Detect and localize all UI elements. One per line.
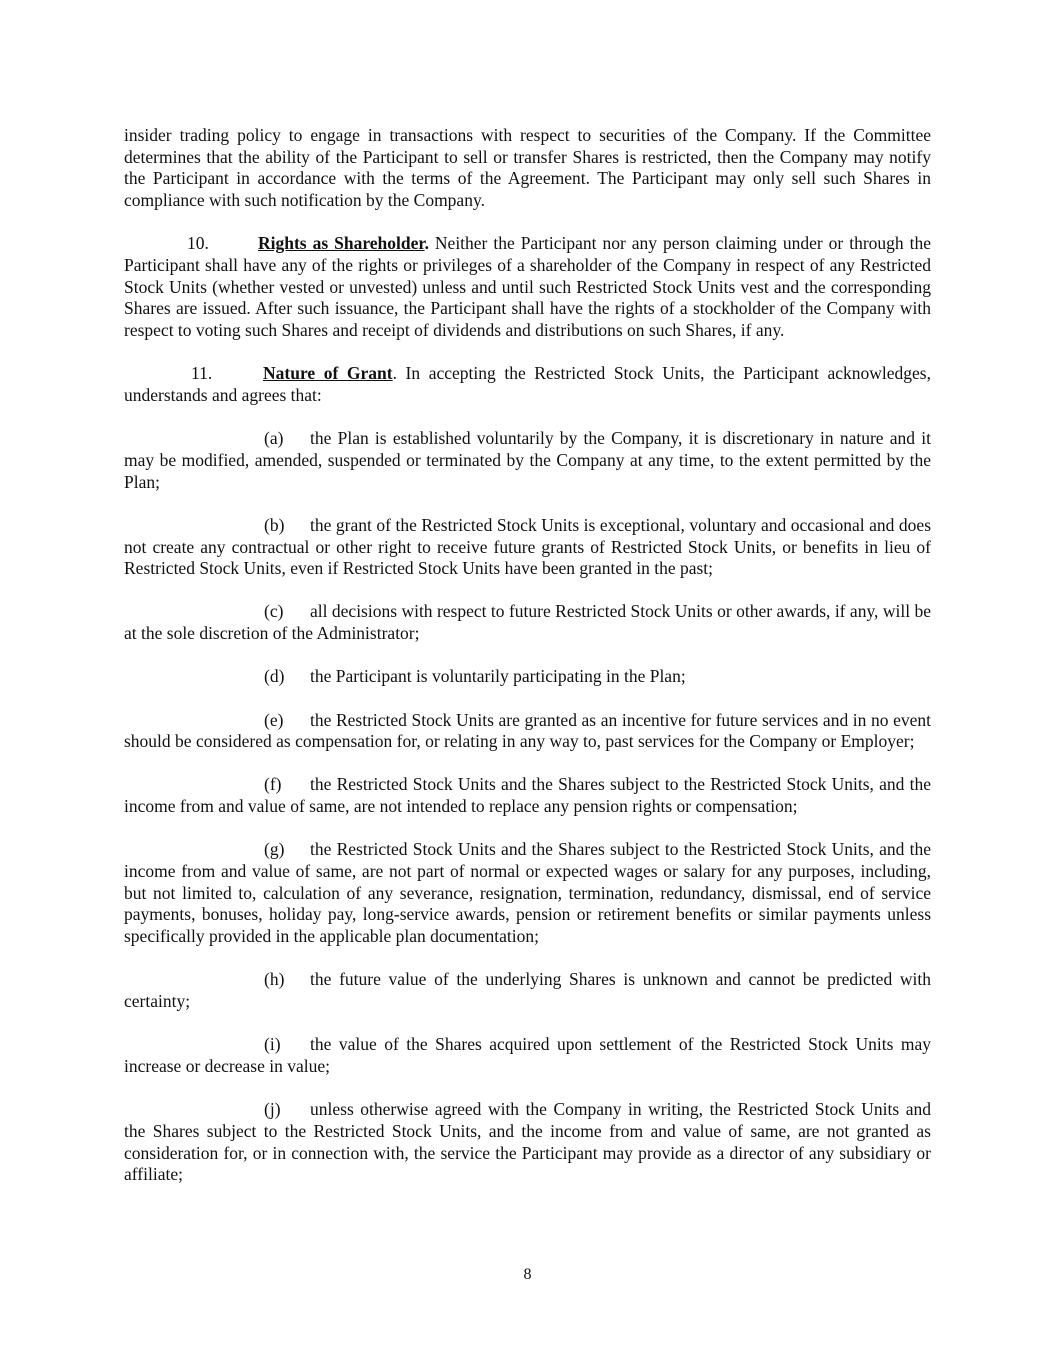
- item-label: (d): [264, 666, 285, 687]
- section-10-number: 10.: [187, 233, 209, 254]
- item-label: (i): [264, 1034, 281, 1055]
- list-item-i: [124, 1034, 931, 1077]
- list-item-d: [124, 666, 931, 688]
- list-item-a: [124, 428, 931, 493]
- item-text: the future value of the underlying Shares is unknown and cannot be predicted with certainty;: [124, 969, 931, 1012]
- section-11-body: In accepting the Restricted Stock Units, the Participant acknowledges, understands and agrees that:: [124, 363, 931, 406]
- item-label: (c): [264, 601, 284, 622]
- continuation-paragraph: insider trading policy to engage in transactions with respect to securities of the Company. If the Committee determines that the ability of the Participant to sell or transfer Shares is restricted, then the Company may notify the Participant in accordance with the terms of the Agreement. The Participant may only sell such Shares in compliance with such notification by the Company.: [124, 125, 931, 211]
- item-text: the Restricted Stock Units and the Shares subject to the Restricted Stock Units, and the income from and value of same, are not part of normal or expected wages or salary for any purposes, including, but not limited to, calculation of any severance, resignation, termination, redundancy, dismissal, end of service payments, bonuses, holiday pay, long-service awards, pension or retirement benefits or similar payments unless specifically provided in the applicable plan documentation;: [124, 839, 931, 947]
- list-item-b: [124, 515, 931, 580]
- item-label: (a): [264, 428, 284, 449]
- item-text: the Restricted Stock Units are granted as an incentive for future services and in no event should be considered as compensation for, or relating in any way to, past services for the Company or Employer;: [124, 709, 931, 752]
- list-item-f: [124, 774, 931, 817]
- section-11-number: 11.: [191, 363, 213, 384]
- list-item-g: [124, 839, 931, 948]
- section-11: [124, 363, 931, 406]
- item-text: the Participant is voluntarily participating in the Plan;: [310, 666, 686, 687]
- item-label: (f): [264, 774, 282, 795]
- list-item-j: [124, 1099, 931, 1186]
- item-label: (h): [264, 969, 285, 990]
- item-text: the Plan is established voluntarily by the Company, it is discretionary in nature and it may be modified, amended, suspended or terminated by the Company at any time, to the extent permitted by the Plan;: [124, 428, 931, 492]
- list-item-e: [124, 710, 931, 753]
- section-10-heading-punct: .: [424, 233, 429, 254]
- section-10: [124, 233, 931, 342]
- item-label: (b): [264, 514, 285, 535]
- section-11-heading-punct: .: [392, 363, 397, 384]
- item-text: the grant of the Restricted Stock Units is exceptional, voluntary and occasional and does not create any contractual or other right to receive future grants of Restricted Stock Units, or benefits in lieu of Restricted Stock Units, even if Restricted Stock Units have been granted in the past;: [124, 514, 931, 579]
- item-text: the Restricted Stock Units and the Shares subject to the Restricted Stock Units, and the income from and value of same, are not intended to replace any pension rights or compensation;: [124, 774, 931, 817]
- list-item-h: [124, 969, 931, 1012]
- document-page: [124, 125, 931, 1186]
- item-label: (g): [264, 839, 285, 860]
- item-label: (j): [264, 1099, 281, 1120]
- page-number: 8: [523, 1266, 532, 1283]
- list-item-c: [124, 601, 931, 644]
- item-label: (e): [264, 709, 284, 730]
- item-text: the value of the Shares acquired upon settlement of the Restricted Stock Units may increase or decrease in value;: [124, 1034, 931, 1076]
- item-text: unless otherwise agreed with the Company in writing, the Restricted Stock Units and the Shares subject to the Restricted Stock Units, and the income from and value of same, are not granted as consideration for, or in connection with, the service the Participant may provide as a director of any subsidiary or affiliate;: [124, 1099, 931, 1185]
- section-10-body: Neither the Participant nor any person claiming under or through the Participant shall have any of the rights or privileges of a shareholder of the Company in respect of any Restricted Stock Units (whether vested or unvested) unless and until such Restricted Stock Units vest and the corresponding Shares are issued. After such issuance, the Participant shall have the rights of a stockholder of the Company with respect to voting such Shares and receipt of dividends and distributions on such Shares, if any.: [124, 233, 931, 341]
- item-text: all decisions with respect to future Restricted Stock Units or other awards, if any, will be at the sole discretion of the Administrator;: [124, 601, 931, 644]
- section-10-heading: Rights as Shareholder: [258, 233, 425, 254]
- section-11-heading: Nature of Grant: [263, 363, 393, 384]
